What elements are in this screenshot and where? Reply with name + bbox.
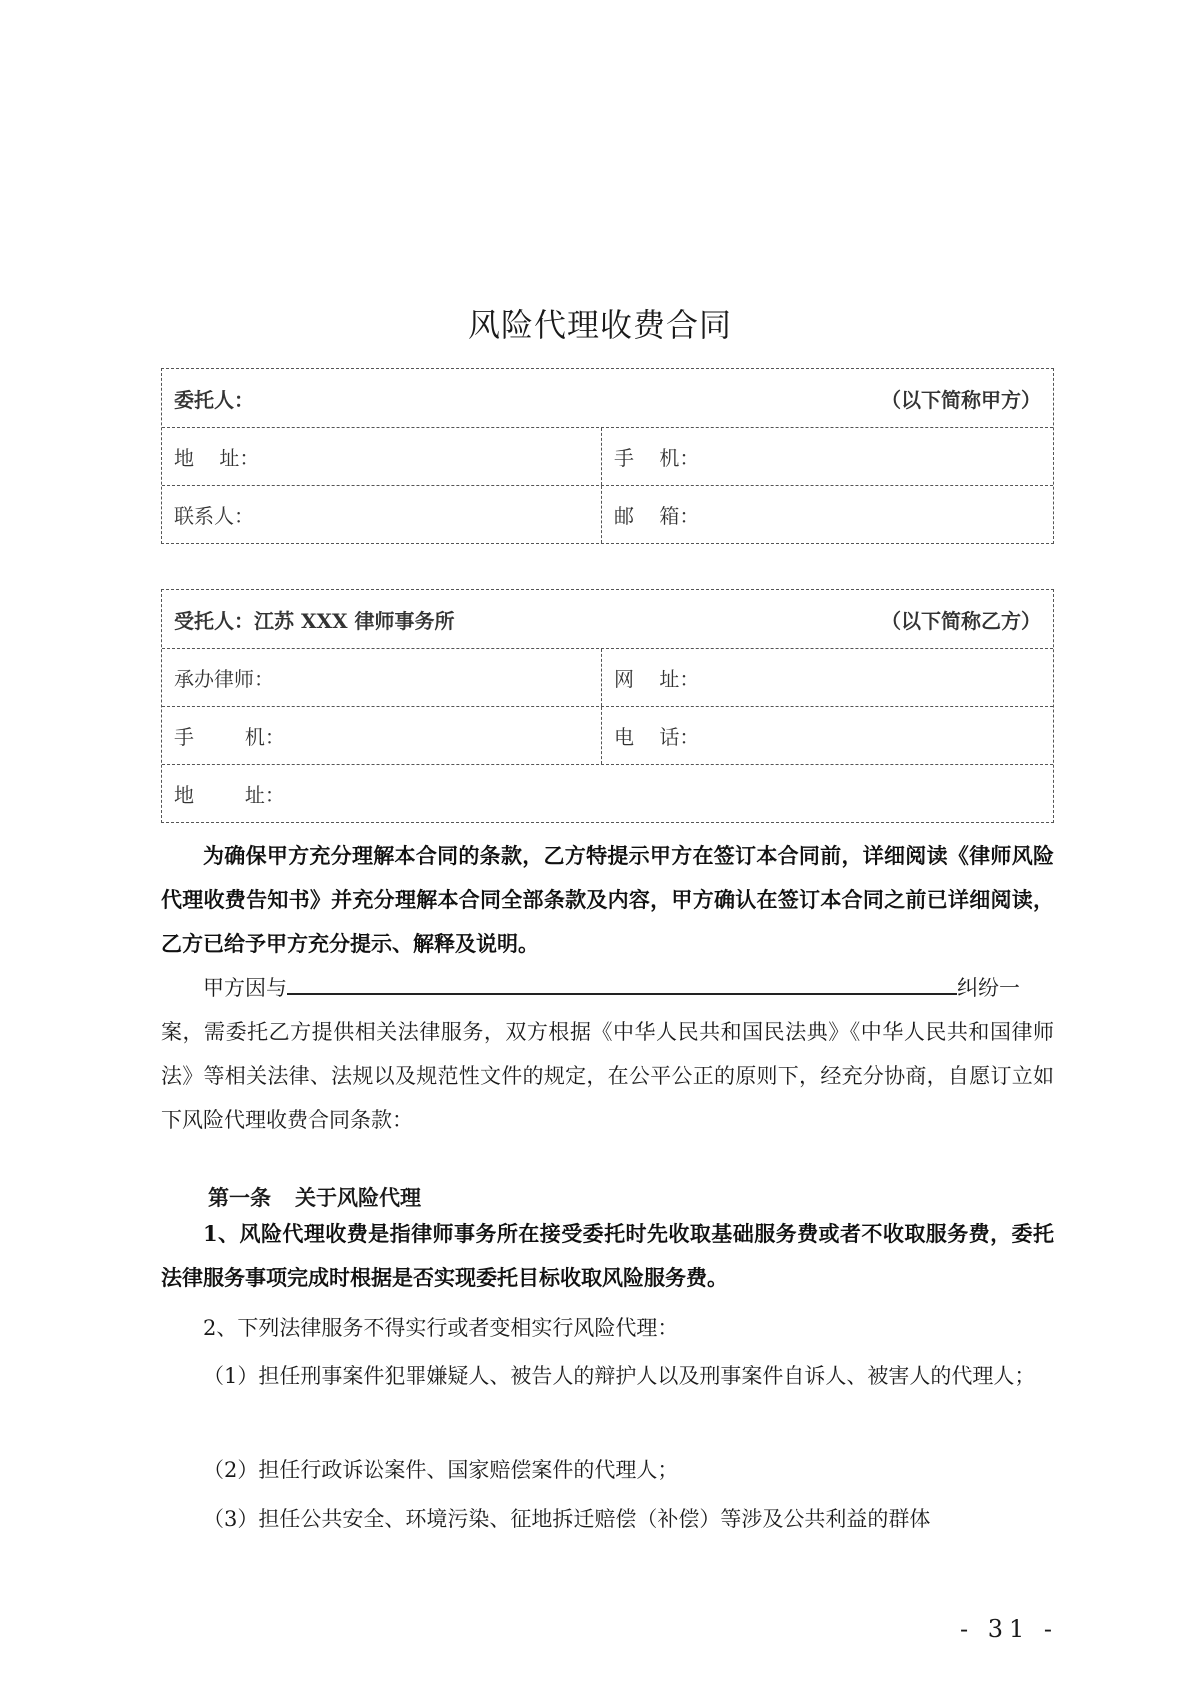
- intro-end: 纠纷一: [957, 976, 1020, 1000]
- client-info-table: [161, 368, 1054, 544]
- agent-address-field[interactable]: 地 址：: [174, 783, 285, 807]
- agent-header-row: [162, 590, 1053, 648]
- article-1-heading: [208, 1182, 421, 1212]
- agent-info-table: [161, 589, 1054, 823]
- client-contact-field[interactable]: 联系人：: [162, 486, 602, 543]
- article-1-clause-1: 1、风险代理收费是指律师事务所在接受委托时先收取基础服务费或者不收取服务费，委托法律服务事项完成时根据是否实现委托目标收取风险服务费。: [161, 1221, 1054, 1290]
- article-1-title: 关于风险代理: [295, 1185, 421, 1210]
- agent-tel-field[interactable]: 电 话：: [614, 725, 700, 749]
- article-1-item-2: （2）担任行政诉讼案件、国家赔偿案件的代理人；: [203, 1458, 679, 1482]
- client-header-cell: [162, 369, 1053, 427]
- document-title: 风险代理收费合同: [467, 306, 732, 344]
- client-contact-row: [162, 485, 1053, 543]
- client-label: 委托人：: [174, 387, 254, 412]
- agent-label: 受托人：江苏 XXX 律师事务所: [174, 608, 455, 633]
- agent-header-cell: [162, 590, 1053, 648]
- dispute-party-blank[interactable]: [287, 967, 957, 995]
- agent-address-row: [162, 764, 1053, 822]
- notice-paragraph: 为确保甲方充分理解本合同的条款，乙方特提示甲方在签订本合同前，详细阅读《律师风险代理收费告知书》并充分理解本合同全部条款及内容，甲方确认在签订本合同之前已详细阅读，乙方已给予甲方充分提示、解释及说明。: [161, 843, 1054, 956]
- agent-lawyer-field[interactable]: 承办律师：: [162, 649, 602, 706]
- agent-note: （以下简称乙方）: [881, 608, 1041, 633]
- intro-paragraph: [161, 966, 1054, 1010]
- article-1-item-1: （1）担任刑事案件犯罪嫌疑人、被告人的辩护人以及刑事案件自诉人、被害人的代理人；: [203, 1364, 1036, 1388]
- client-phone-field[interactable]: 手 机：: [614, 446, 700, 470]
- agent-mobile-field[interactable]: 手 机：: [162, 707, 602, 764]
- article-1-clause-2: 2、下列法律服务不得实行或者变相实行风险代理：: [203, 1316, 679, 1340]
- page-number: - 31 -: [960, 1615, 1059, 1643]
- agent-lawyer-row: [162, 648, 1053, 706]
- client-address-field[interactable]: 地 址：: [162, 428, 602, 485]
- article-1-item-3: （3）担任公共安全、环境污染、征地拆迁赔偿（补偿）等涉及公共利益的群体: [203, 1507, 931, 1531]
- intro-continuation: 案，需委托乙方提供相关法律服务，双方根据《中华人民共和国民法典》《中华人民共和国律师法》等相关法律、法规以及规范性文件的规定，在公平公正的原则下，经充分协商，自愿订立如下风险代理收费合同条款：: [161, 1020, 1054, 1132]
- client-email-field[interactable]: 邮 箱：: [614, 504, 700, 528]
- client-header-row: [162, 369, 1053, 427]
- article-1-number: 第一条: [208, 1185, 271, 1210]
- agent-website-field[interactable]: 网 址：: [614, 667, 700, 691]
- agent-mobile-row: [162, 706, 1053, 764]
- client-note: （以下简称甲方）: [881, 387, 1041, 412]
- intro-start: 甲方因与: [203, 976, 287, 1000]
- client-address-row: [162, 427, 1053, 485]
